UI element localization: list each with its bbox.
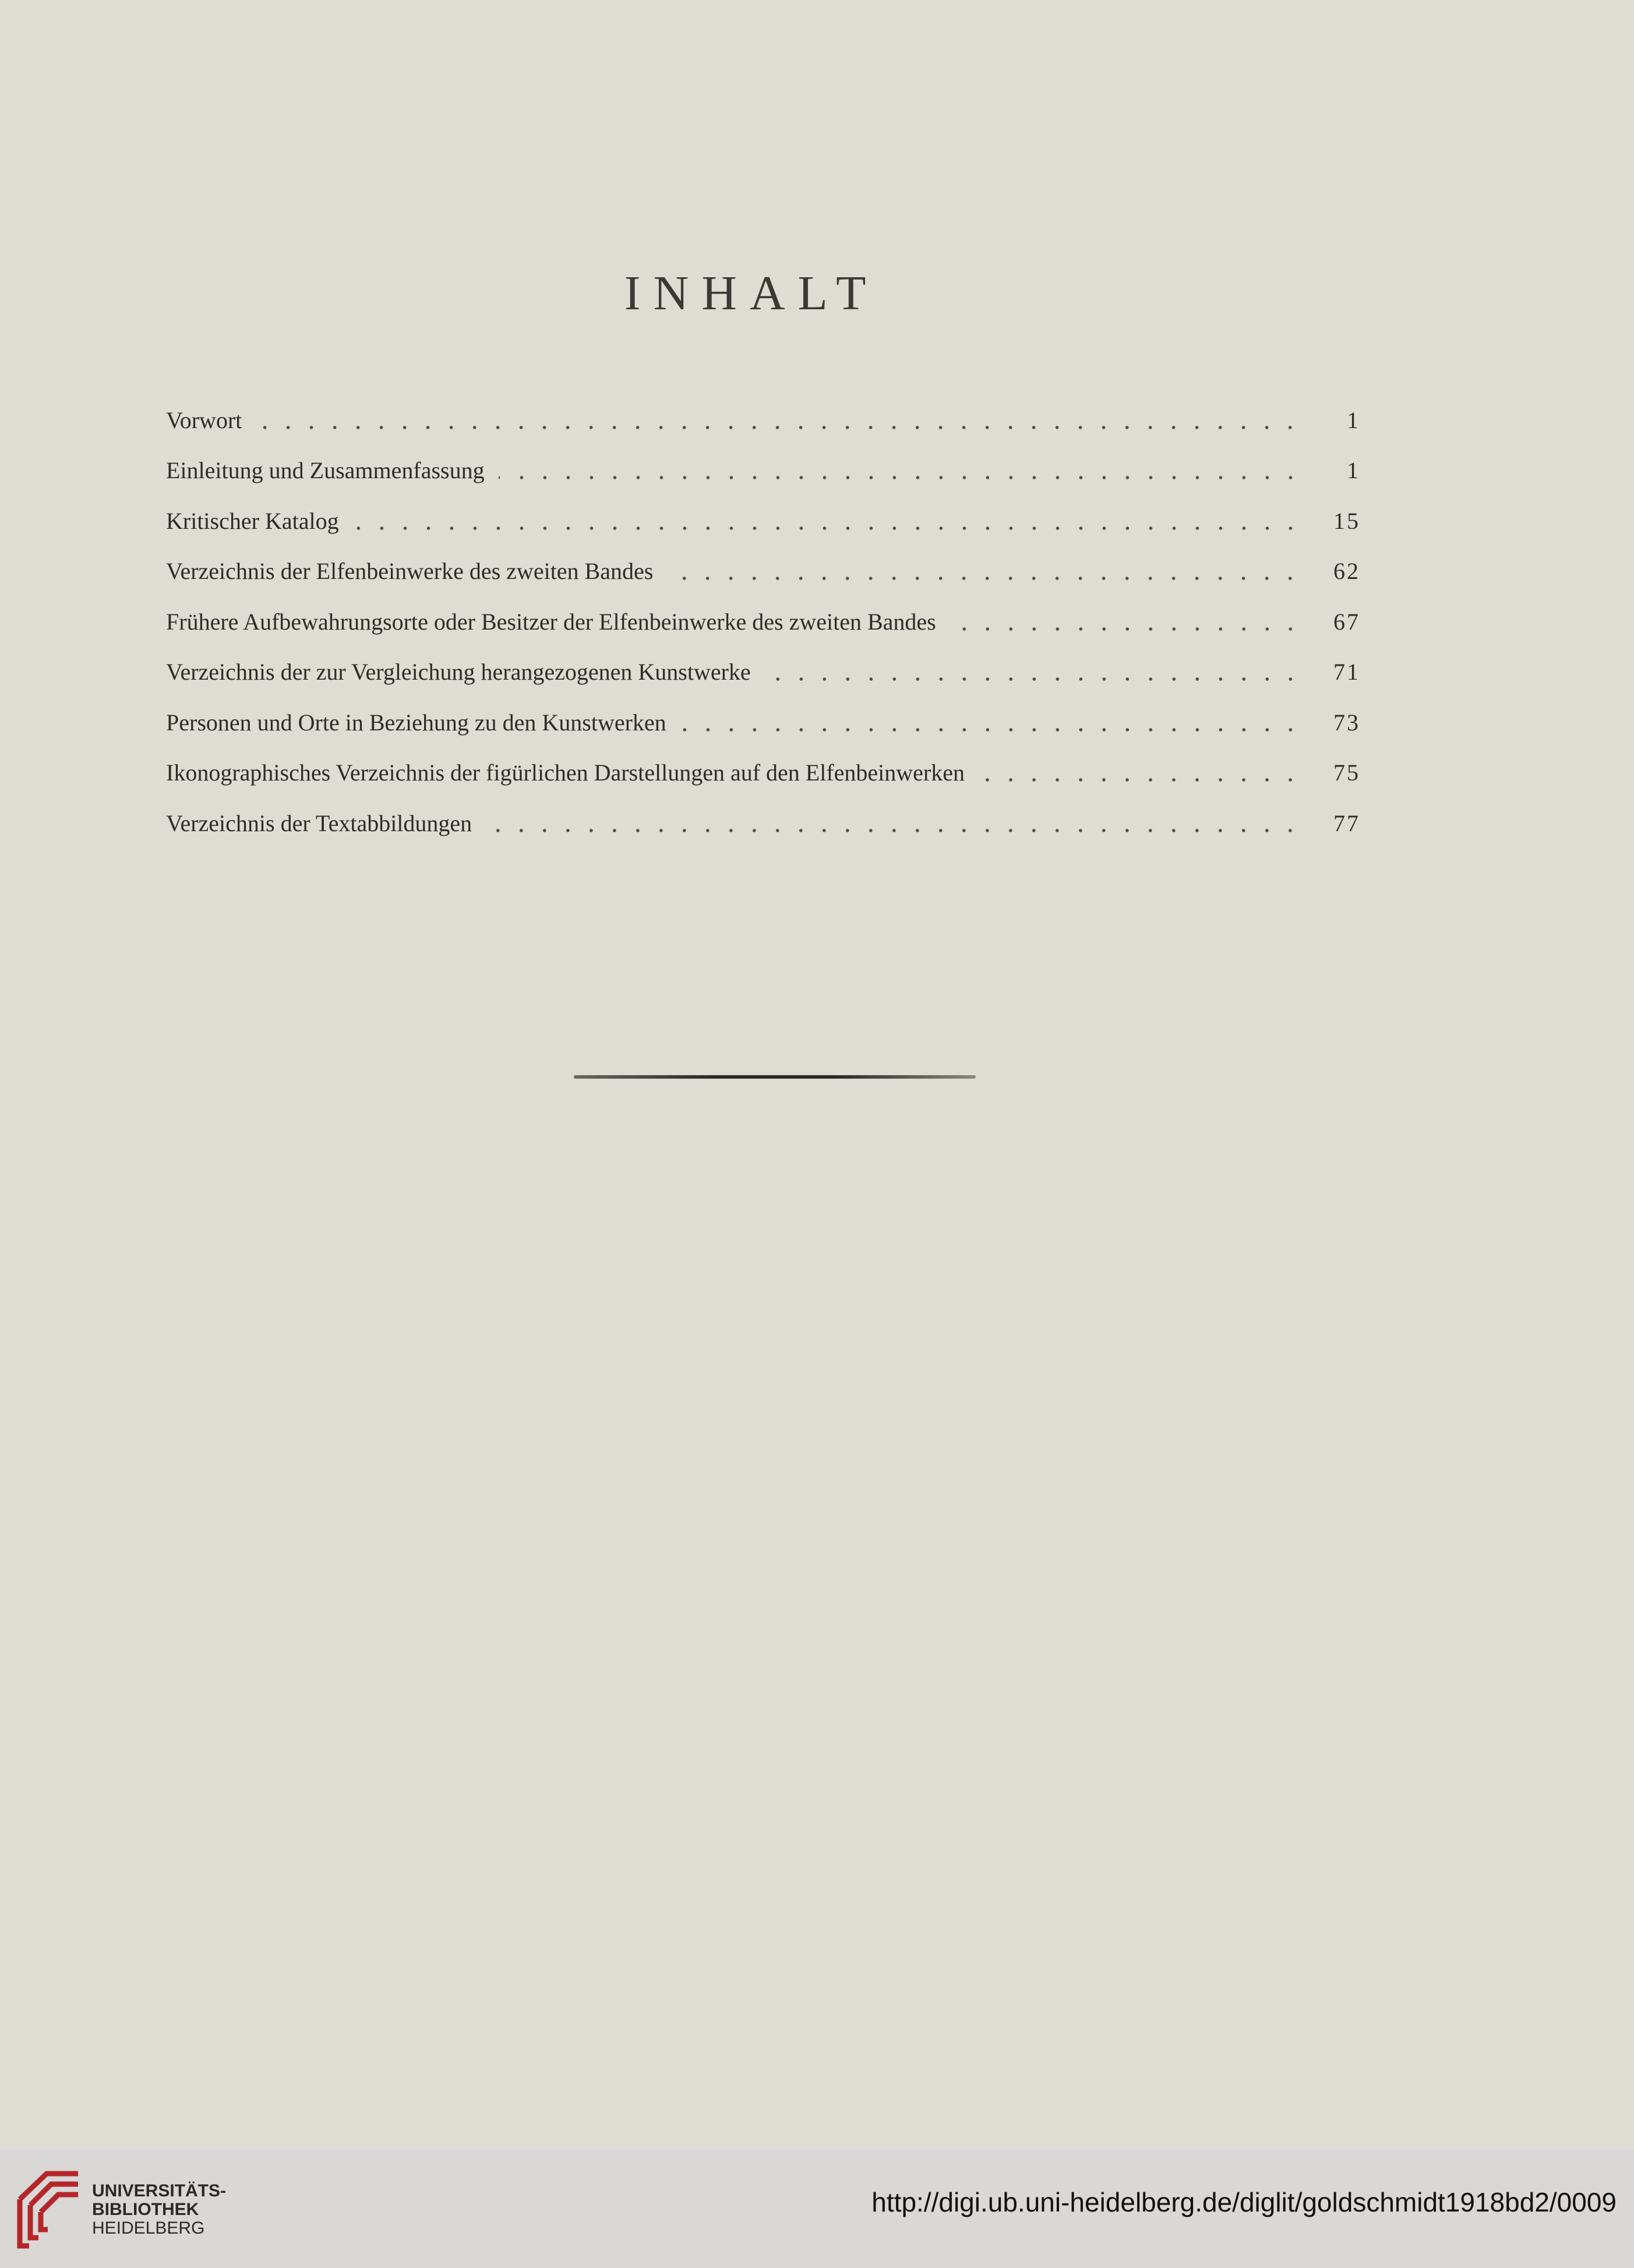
- toc-entry-page: 67: [1333, 608, 1360, 635]
- toc-dot-leader: [486, 819, 1302, 842]
- library-footer-bar: [0, 2149, 1634, 2268]
- toc-entry-page: 77: [1333, 810, 1360, 836]
- toc-entry-page: 75: [1333, 759, 1360, 786]
- toc-entry-title: Verzeichnis der Textabbildungen: [166, 810, 472, 836]
- logo-line-2: BIBLIOTHEK: [92, 2200, 199, 2219]
- toc-entry: [166, 583, 1360, 634]
- toc-entry-page: 1: [1347, 457, 1360, 483]
- toc-entry-page: 71: [1333, 659, 1360, 685]
- toc-entry-page: 62: [1333, 558, 1360, 584]
- permalink-url[interactable]: http://digi.ub.uni-heidelberg.de/diglit/goldschmidt1918bd2/0009: [871, 2187, 1617, 2217]
- toc-entry: [166, 381, 1360, 432]
- page-title: INHALT: [624, 266, 879, 320]
- toc-entry-title: Ikonographisches Verzeichnis der figürlichen Darstellungen auf den Elfenbeinwerken: [166, 759, 965, 786]
- logo-line-1: UNIVERSITÄTS-: [92, 2181, 227, 2200]
- toc-entry: [166, 533, 1360, 584]
- toc-entry-title: Einleitung und Zusammenfassung: [166, 457, 485, 483]
- table-of-contents: [166, 381, 1360, 835]
- toc-entry-page: 1: [1347, 407, 1360, 433]
- toc-entry: [166, 432, 1360, 483]
- library-logo-icon: [16, 2169, 82, 2251]
- toc-entry-title: Vorwort: [166, 407, 242, 433]
- toc-entry: [166, 785, 1360, 835]
- toc-entry-title: Personen und Orte in Beziehung zu den Kunstwerken: [166, 709, 666, 736]
- toc-entry-title: Verzeichnis der zur Vergleichung herangezogenen Kunstwerke: [166, 659, 751, 685]
- library-logo-wordmark: [92, 2182, 226, 2238]
- toc-entry-page: 73: [1333, 709, 1360, 736]
- toc-entry-title: Kritischer Katalog: [166, 507, 339, 534]
- section-divider-rule: [574, 1075, 976, 1079]
- toc-entry: [166, 684, 1360, 734]
- toc-entry: [166, 634, 1360, 684]
- toc-entry-title: Verzeichnis der Elfenbeinwerke des zweiten Bandes: [166, 558, 654, 584]
- toc-entry-page: 15: [1333, 507, 1360, 534]
- toc-entry: [166, 482, 1360, 533]
- toc-entry-title: Frühere Aufbewahrungsorte oder Besitzer der Elfenbeinwerke des zweiten Bandes: [166, 608, 936, 635]
- toc-entry: [166, 734, 1360, 785]
- logo-line-3: HEIDELBERG: [92, 2218, 205, 2238]
